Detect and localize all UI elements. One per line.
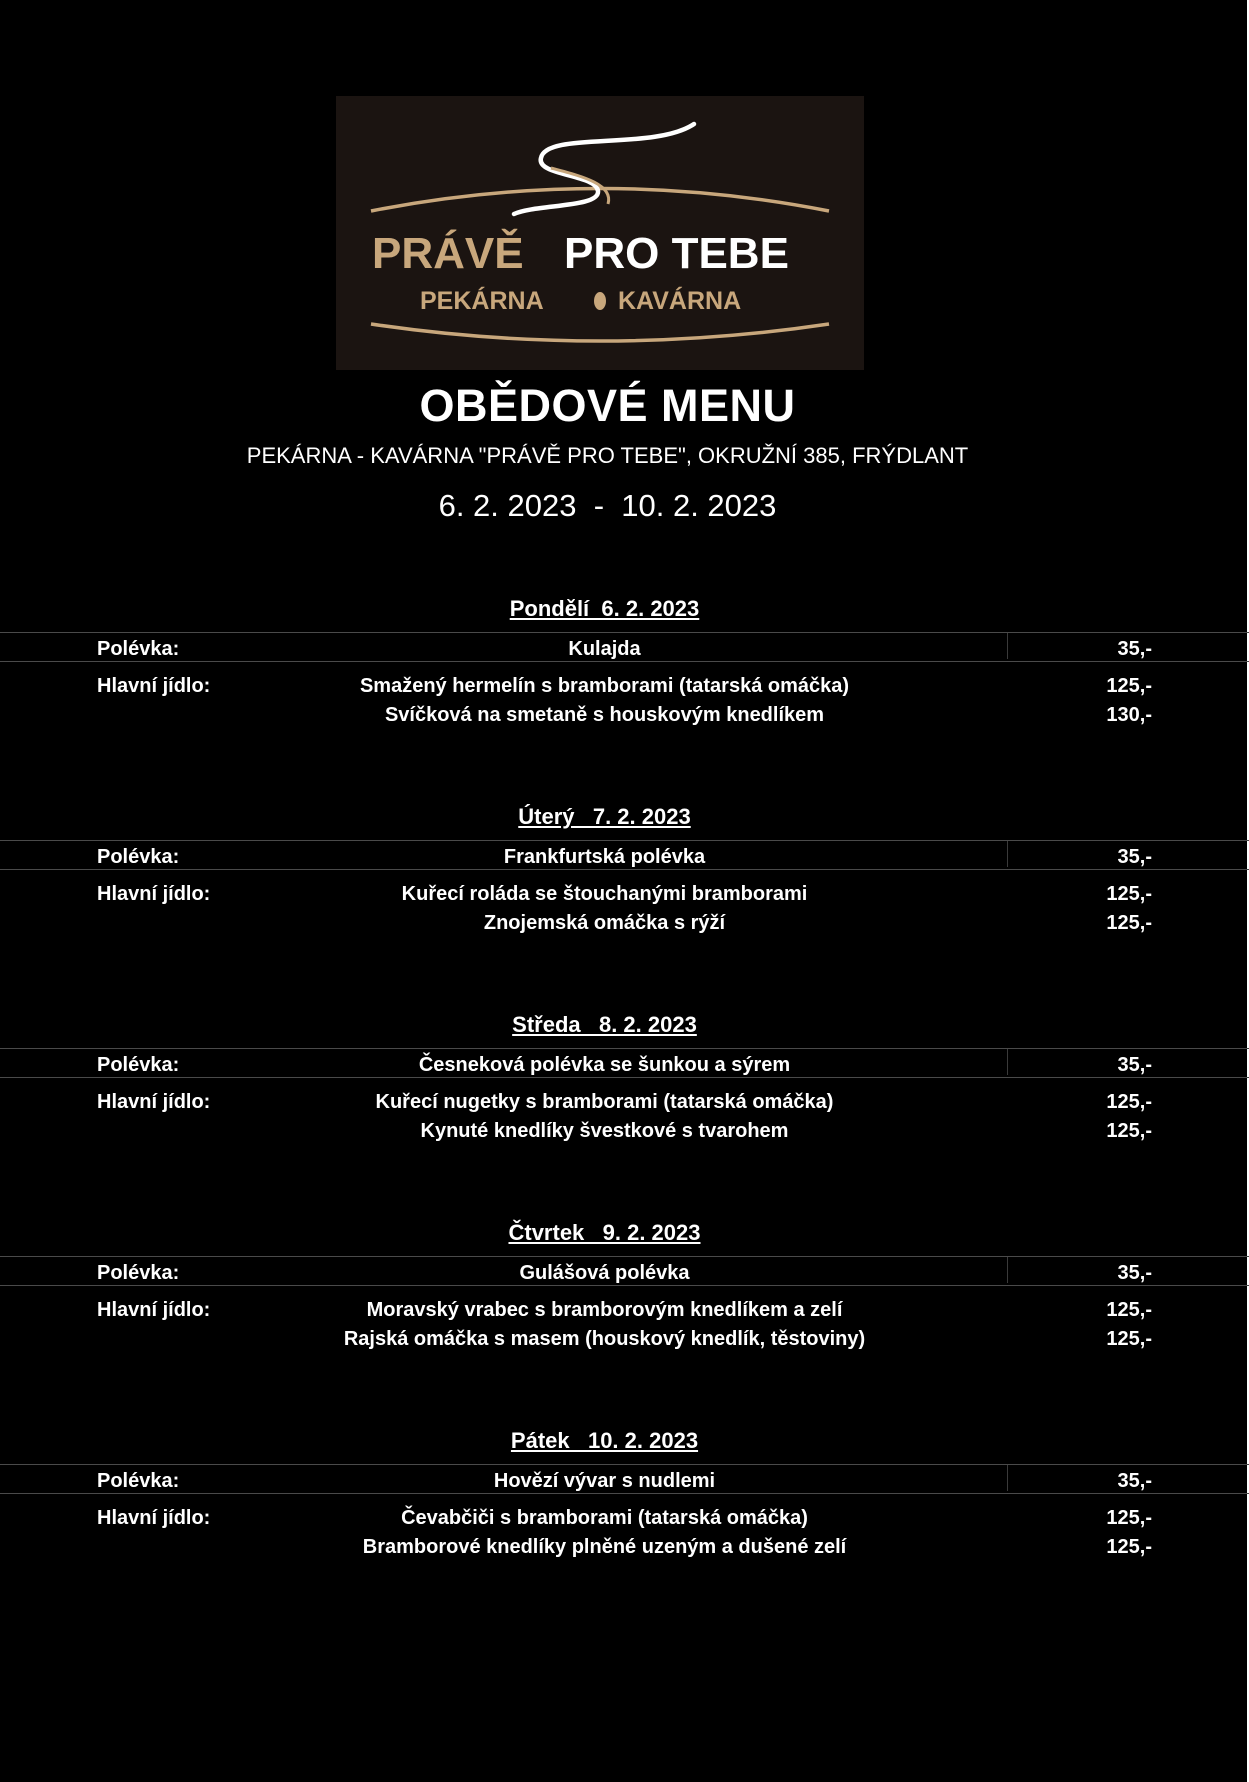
logo-brand-part2: PRO TEBE (564, 229, 789, 278)
main-label: Hlavní jídlo: (97, 1507, 211, 1529)
menu-date-range: 6. 2. 2023 - 10. 2. 2023 (438, 488, 777, 523)
divider (0, 1285, 1249, 1286)
main-label: Hlavní jídlo: (97, 1091, 211, 1113)
main-dish-name: Svíčková na smetaně s houskovým knedlíkem (384, 704, 825, 726)
divider (0, 840, 1249, 841)
coffee-bean-icon (594, 292, 606, 310)
main-dish-price: 125,- (1106, 883, 1152, 905)
day-section (0, 1220, 1249, 1400)
main-dish-name: Čevabčiči s bramborami (tatarská omáčka) (401, 1507, 808, 1529)
day-heading: Čtvrtek 9. 2. 2023 (508, 1220, 701, 1245)
divider (0, 632, 1249, 633)
main-dish-name: Moravský vrabec s bramborovým knedlíkem a zelí (366, 1299, 843, 1321)
main-label: Hlavní jídlo: (97, 675, 211, 697)
soup-label: Polévka: (97, 1262, 180, 1284)
day-heading: Pátek 10. 2. 2023 (510, 1428, 699, 1453)
main-dish-price: 125,- (1106, 1536, 1152, 1558)
main-dish-name: Kynuté knedlíky švestkové s tvarohem (420, 1120, 789, 1142)
soup-price: 35,- (1117, 1262, 1152, 1284)
soup-label: Polévka: (97, 1470, 180, 1492)
day-section (0, 1012, 1249, 1192)
logo-tagline-right: KAVÁRNA (618, 287, 742, 315)
day-section (0, 804, 1249, 984)
soup-label: Polévka: (97, 846, 180, 868)
divider (0, 661, 1249, 662)
divider (0, 1048, 1249, 1049)
divider (0, 1493, 1249, 1494)
menu-subtitle: PEKÁRNA - KAVÁRNA "PRÁVĚ PRO TEBE", OKRUŽNÍ 385, FRÝDLANT (246, 443, 969, 468)
divider (0, 1256, 1249, 1257)
main-dish-price: 125,- (1106, 1507, 1152, 1529)
divider (0, 869, 1249, 870)
soup-name: Gulášová polévka (519, 1262, 690, 1284)
brand-logo (336, 96, 864, 370)
main-dish-name: Bramborové knedlíky plněné uzeným a dušené zelí (362, 1536, 847, 1558)
main-dish-name: Rajská omáčka s masem (houskový knedlík, těstoviny) (343, 1328, 866, 1350)
day-heading: Středa 8. 2. 2023 (512, 1012, 697, 1037)
main-dish-price: 125,- (1106, 1299, 1152, 1321)
soup-label: Polévka: (97, 638, 180, 660)
main-label: Hlavní jídlo: (97, 883, 211, 905)
soup-price: 35,- (1117, 1470, 1152, 1492)
main-label: Hlavní jídlo: (97, 1299, 211, 1321)
soup-price: 35,- (1117, 638, 1152, 660)
soup-name: Hovězí vývar s nudlemi (493, 1470, 716, 1492)
main-dish-price: 125,- (1106, 675, 1152, 697)
main-dish-price: 125,- (1106, 1120, 1152, 1142)
divider (0, 1077, 1249, 1078)
day-section (0, 1428, 1249, 1608)
logo-brand-part1: PRÁVĚ (372, 229, 524, 278)
menu-title: OBĚDOVÉ MENU (419, 380, 796, 431)
divider (0, 1464, 1249, 1465)
day-section (0, 596, 1249, 776)
soup-name: Kulajda (568, 638, 641, 660)
soup-price: 35,- (1117, 1054, 1152, 1076)
logo-tagline-left: PEKÁRNA (420, 287, 544, 315)
soup-price: 35,- (1117, 846, 1152, 868)
main-dish-name: Smažený hermelín s bramborami (tatarská omáčka) (359, 675, 850, 697)
main-dish-name: Kuřecí nugetky s bramborami (tatarská omáčka) (375, 1091, 834, 1113)
main-dish-name: Znojemská omáčka s rýží (483, 912, 726, 934)
day-heading: Úterý 7. 2. 2023 (518, 804, 691, 829)
soup-label: Polévka: (97, 1054, 180, 1076)
main-dish-price: 125,- (1106, 912, 1152, 934)
main-dish-price: 130,- (1106, 704, 1152, 726)
soup-name: Frankfurtská polévka (503, 846, 706, 868)
day-heading: Pondělí 6. 2. 2023 (509, 596, 700, 621)
main-dish-price: 125,- (1106, 1091, 1152, 1113)
soup-name: Česneková polévka se šunkou a sýrem (418, 1054, 791, 1076)
coffee-steam-logo-icon (336, 96, 864, 370)
main-dish-name: Kuřecí roláda se štouchanými bramborami (401, 883, 808, 905)
main-dish-price: 125,- (1106, 1328, 1152, 1350)
